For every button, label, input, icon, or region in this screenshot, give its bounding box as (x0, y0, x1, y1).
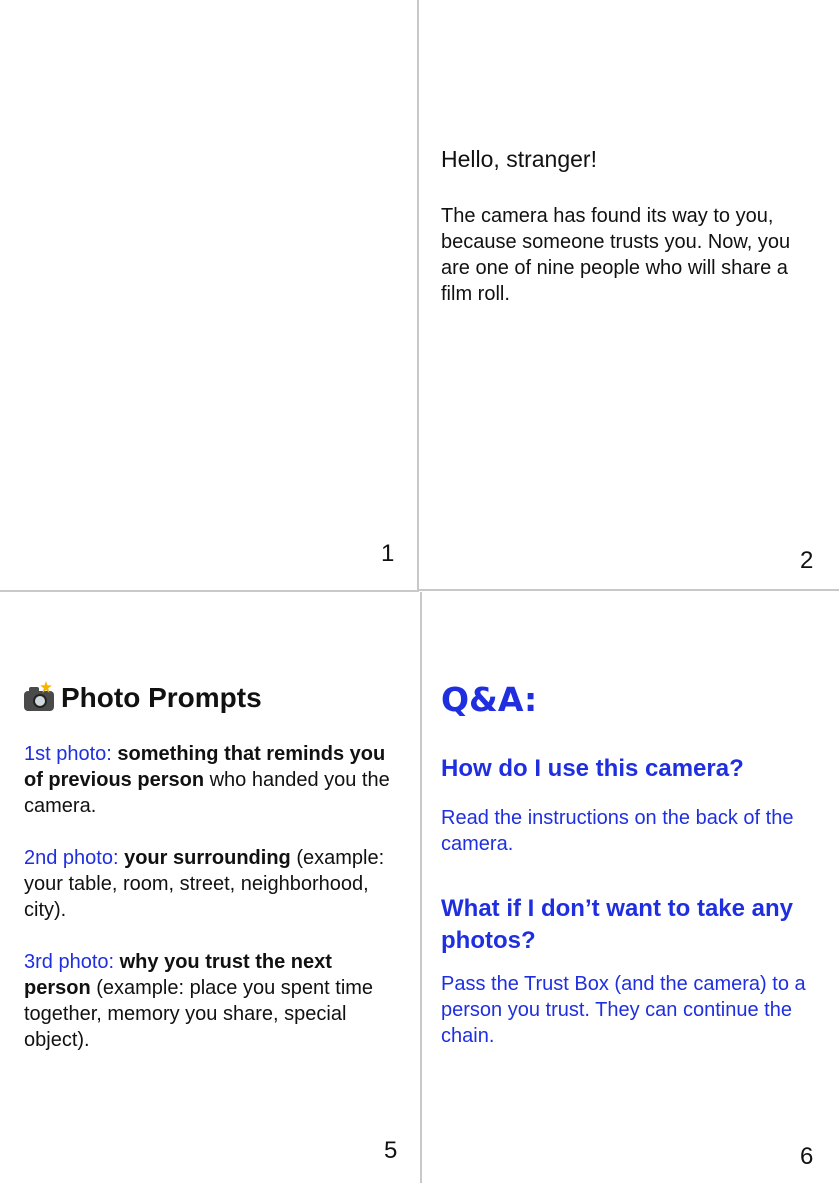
prompt-1-bold: something that reminds you of previous person (24, 743, 386, 791)
page-number-5: 5 (384, 1137, 398, 1164)
horizontal-divider-left (0, 590, 418, 592)
prompt-3 (24, 949, 399, 1053)
prompt-3-rest: (example: place you spent time together, memory you share, special object). (24, 977, 374, 1051)
intro-paragraph: The camera has found its way to you, because someone trusts you. Now, you are one of nine people who will share a film roll. (441, 205, 791, 305)
prompt-3-lead: 3rd photo: (24, 951, 120, 973)
greeting-heading: Hello, stranger! (441, 146, 597, 172)
prompt-1-lead: 1st photo: (24, 743, 118, 765)
photo-prompts-title: Photo Prompts (61, 682, 262, 713)
answer-2: Pass the Trust Box (and the camera) to a person you trust. They can continue the chain. (441, 973, 806, 1047)
vertical-divider-top (417, 0, 419, 592)
prompt-1 (24, 741, 399, 819)
answer-1: Read the instructions on the back of the camera. (441, 807, 794, 855)
horizontal-divider-right (418, 589, 839, 591)
prompt-2-bold: your surrounding (124, 847, 291, 869)
photo-prompts-heading (24, 682, 262, 714)
page-number-2: 2 (800, 547, 814, 574)
prompt-1-rest: who handed you the camera. (24, 769, 390, 817)
qa-heading: Q&A: (441, 680, 538, 719)
camera-with-flash-icon (24, 685, 54, 711)
prompt-2 (24, 845, 399, 923)
question-2: What if I don’t want to take any photos? (441, 895, 794, 954)
vertical-divider-bottom (420, 592, 422, 1183)
page-number-6: 6 (800, 1143, 814, 1170)
page-number-1: 1 (381, 540, 395, 567)
question-1: How do I use this camera? (441, 755, 744, 782)
prompt-2-rest: (example: your table, room, street, neighborhood, city). (24, 847, 385, 921)
prompt-2-lead: 2nd photo: (24, 847, 125, 869)
prompt-3-bold: why you trust the next person (24, 951, 332, 999)
